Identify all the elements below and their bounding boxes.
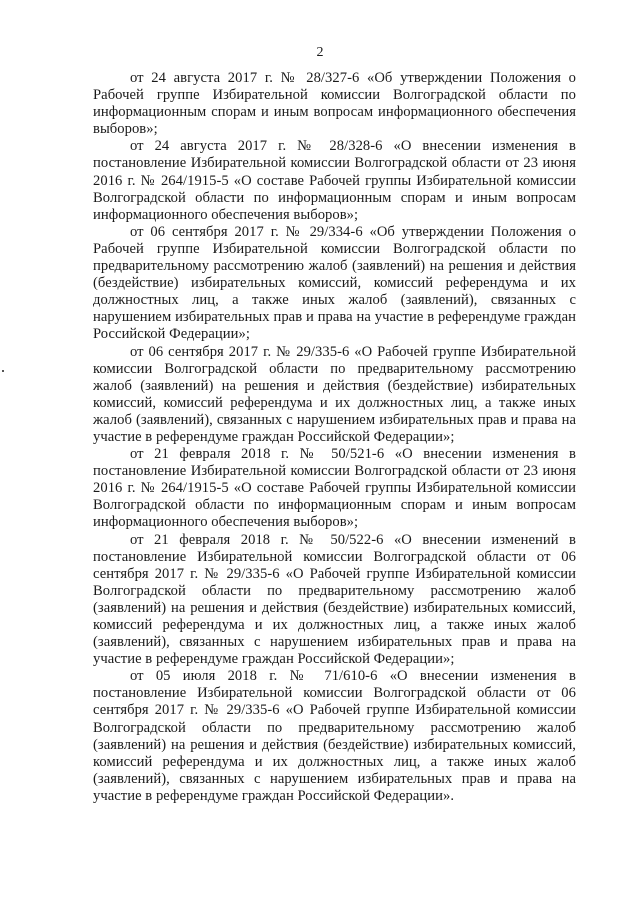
- list-item: от 24 августа 2017 г. № 28/328-6 «О внесении изменения в постановление Избирательной комиссии Волгоградской области от 23 июня 2016 г. № 264/1915-5 «О составе Рабочей группы Избирательной комиссии Волгоградской области по информационным спорам и иным вопросам информационного обеспечения выборов»;: [93, 138, 576, 223]
- list-item: от 21 февраля 2018 г. № 50/522-6 «О внесении изменений в постановление Избирательной комиссии Волгоградской области от 06 сентября 2017 г. № 29/335-6 «О Рабочей группе Избирательной комиссии Волгоградской области по предварительному рассмотрению жалоб (заявлений) на решения и действия (бездействие) избирательных комиссий, комиссий референдума и их должностных лиц, а также иных жалоб (заявлений), связанных с нарушением избирательных прав и права на участие в референдуме граждан Российской Федерации»;: [93, 531, 576, 668]
- document-body: [93, 70, 576, 805]
- margin-mark: [2, 370, 4, 372]
- list-item: от 24 августа 2017 г. № 28/327-6 «Об утверждении Положения о Рабочей группе Избирательной комиссии Волгоградской области по информационным спорам и иным вопросам информационного обеспечения выборов»;: [93, 70, 576, 138]
- list-item: от 06 сентября 2017 г. № 29/335-6 «О Рабочей группе Избирательной комиссии Волгоградской области по предварительному рассмотрению жалоб (заявлений) на решения и действия (бездействие) избирательных комиссий, комиссий референдума и их должностных лиц, а также иных жалоб (заявлений), связанных с нарушением избирательных прав и права на участие в референдуме граждан Российской Федерации»;: [93, 343, 576, 445]
- list-item: от 05 июля 2018 г. № 71/610-6 «О внесении изменения в постановление Избирательной комиссии Волгоградской области от 06 сентября 2017 г. № 29/335-6 «О Рабочей группе Избирательной комиссии Волгоградской области по предварительному рассмотрению жалоб (заявлений) на решения и действия (бездействие) избирательных комиссий, комиссий референдума и их должностных лиц, а также иных жалоб (заявлений), связанных с нарушением избирательных прав и права на участие в референдуме граждан Российской Федерации».: [93, 668, 576, 804]
- list-item: от 21 февраля 2018 г. № 50/521-6 «О внесении изменения в постановление Избирательной комиссии Волгоградской области от 23 июня 2016 г. № 264/1915-5 «О составе Рабочей группы Избирательной комиссии Волгоградской области по информационным спорам и иным вопросам информационного обеспечения выборов»;: [93, 446, 576, 531]
- list-item: от 06 сентября 2017 г. № 29/334-6 «Об утверждении Положения о Рабочей группе Избирательной комиссии Волгоградской области по предварительному рассмотрению жалоб (заявлений) на решения и действия (бездействие) избирательных комиссий, комиссий референдума и их должностных лиц, а также иных жалоб (заявлений), связанных с нарушением избирательных прав и права на участие в референдуме граждан Российской Федерации»;: [93, 223, 576, 343]
- page-number: 2: [316, 45, 324, 60]
